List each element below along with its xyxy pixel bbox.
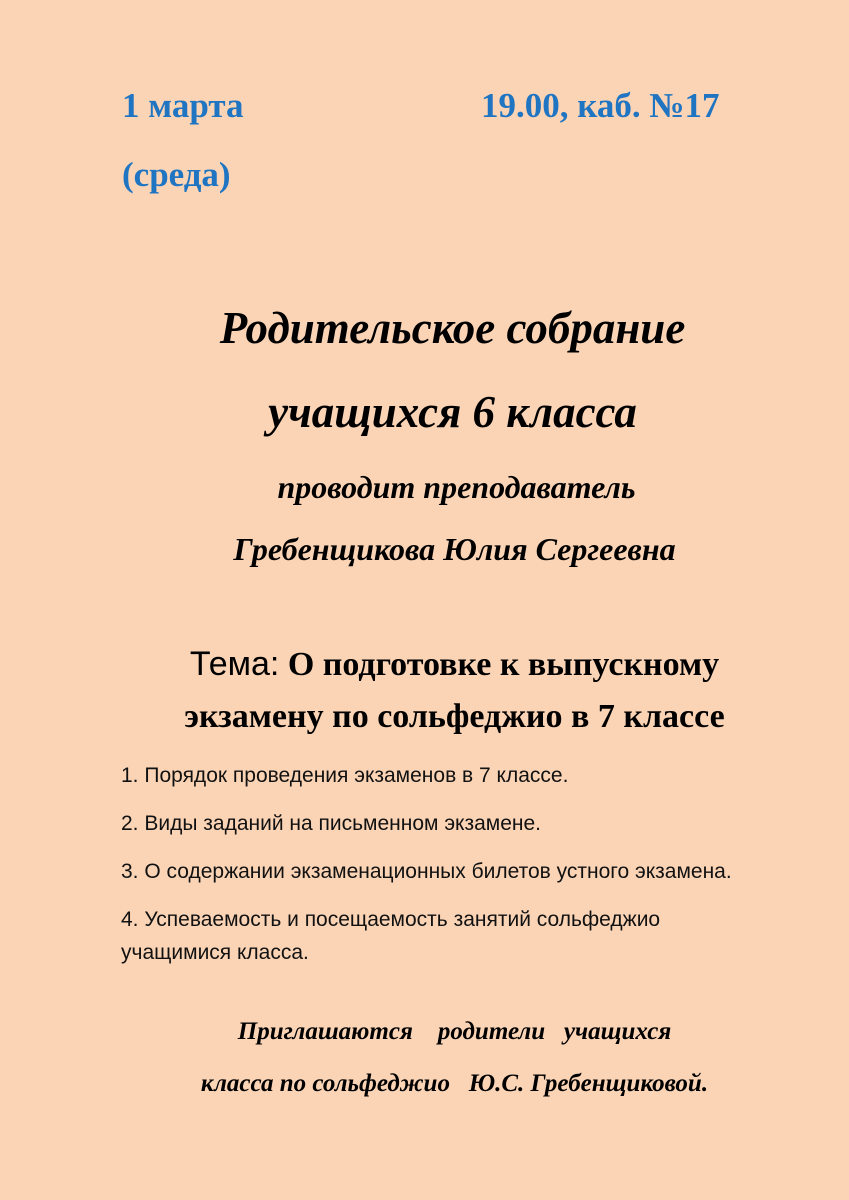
agenda-item: 4. Успеваемость и посещаемость занятий сольфеджио учащимися класса.	[121, 908, 661, 964]
agenda-list	[121, 759, 741, 984]
title-line-2: учащихся 6 класса	[268, 387, 637, 437]
topic-line-1	[30, 645, 849, 684]
invitation-line-2: класса по сольфеджио Ю.С. Гребенщиковой.	[200, 1070, 709, 1097]
meeting-date: 1 марта	[122, 86, 244, 125]
meeting-time-room: 19.00, каб. №17	[481, 86, 720, 125]
title-line-1: Родительское собрание	[219, 303, 686, 353]
invitation-line-1: Приглашаются родители учащихся	[237, 1018, 672, 1045]
topic-text-1: О подготовке к выпускному	[287, 646, 720, 683]
agenda-item: 1. Порядок проведения экзаменов в 7 классе.	[121, 764, 569, 787]
teacher-name: Гребенщикова Юлия Сергеевна	[233, 531, 676, 567]
topic-text-2: экзамену по сольфеджио в 7 классе	[184, 698, 725, 735]
agenda-item: 2. Виды заданий на письменном экзамене.	[121, 812, 541, 835]
subtitle-line-1: проводит преподаватель	[277, 469, 636, 505]
topic-label: Тема:	[189, 645, 280, 683]
meeting-weekday: (среда)	[122, 155, 231, 194]
agenda-item: 3. О содержании экзаменационных билетов устного экзамена.	[121, 860, 732, 883]
topic-line-2	[30, 698, 849, 736]
